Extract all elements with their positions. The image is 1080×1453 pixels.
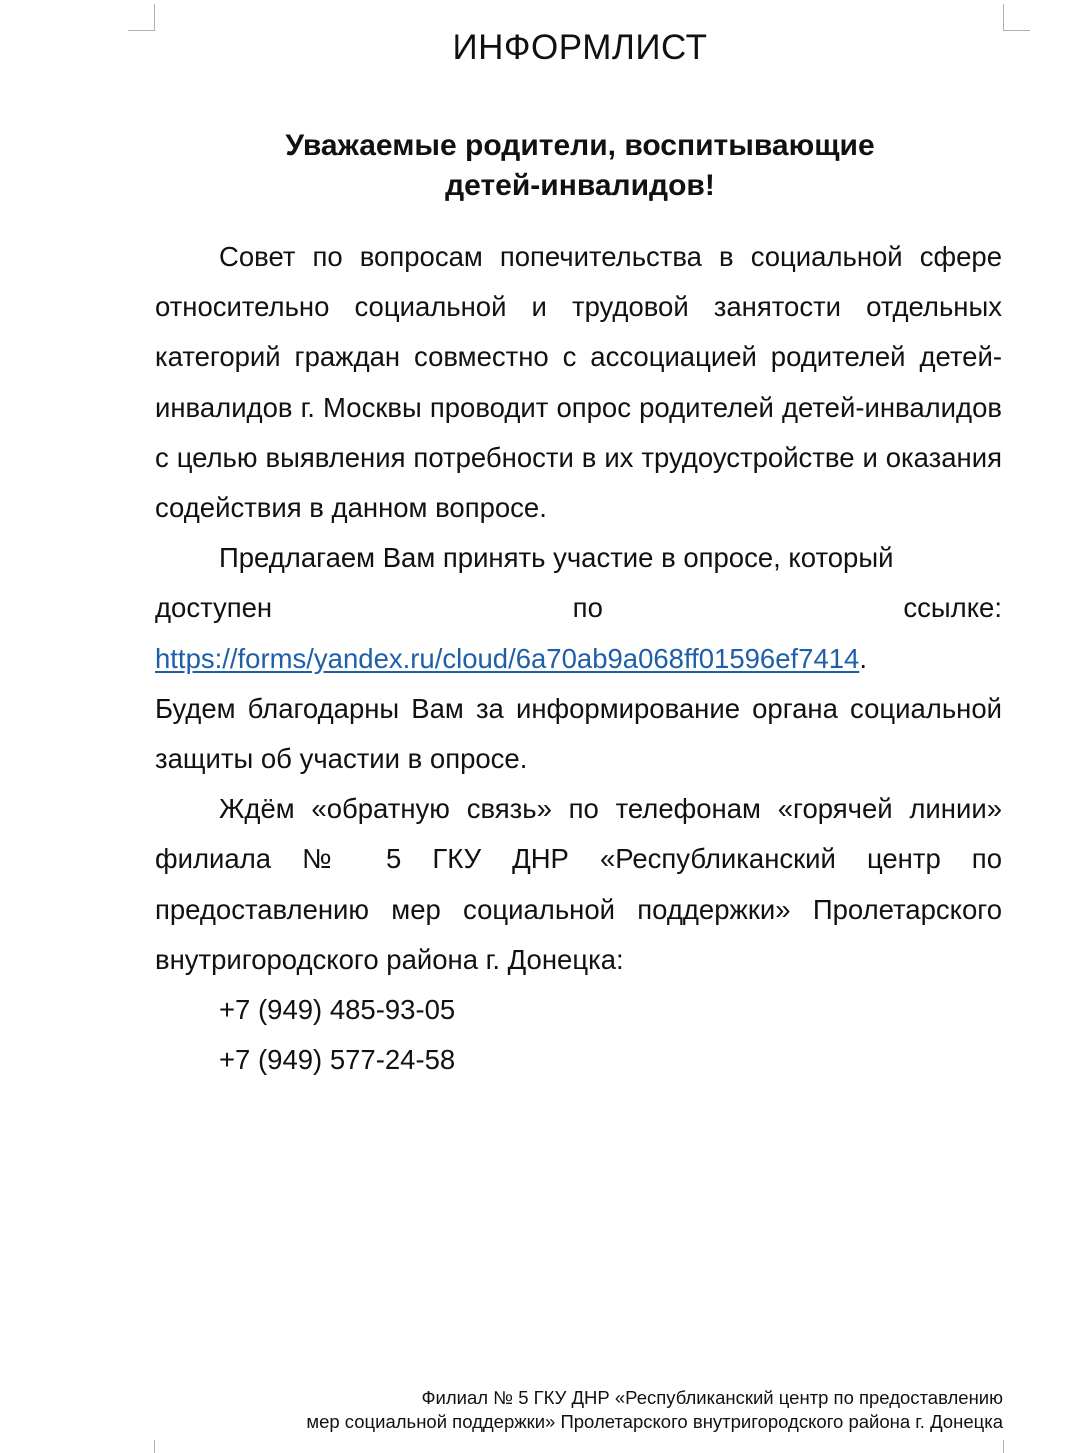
paragraph-gratitude: Будем благодарны Вам за информирование органа социальной защиты об участии в опросе. [155,692,1002,775]
paragraph-invitation-line-2 [155,583,1002,633]
crop-mark-top-right [1003,4,1030,31]
heading-line-2: детей-инвалидов! [445,169,715,202]
document-title: ИНФОРМЛИСТ [452,28,708,67]
phone-number-1: +7 (949) 485-93-05 [219,994,456,1026]
paragraph-survey-info: Совет по вопросам попечительства в социальной сфере относительно социальной и трудовой занятости отдельных категорий граждан совместно с ассоциацией родителей детей-инвалидов г. Москвы проводит опрос родителей детей-инвалидов с целью выявления потребности в их трудоустройстве и оказания содействия в данном вопросе. [155,241,1002,524]
survey-link-line [155,634,1002,684]
footer-line-2: мер социальной поддержки» Пролетарского внутригородского района г. Донецка [306,1411,1003,1432]
invitation-word-by: по [572,592,603,624]
crop-mark-bottom-left [128,1440,155,1453]
crop-mark-top-left [128,4,155,31]
paragraph-invitation-line-1: Предлагаем Вам принять участие в опросе, который [219,542,894,574]
paragraph-hotline: Ждём «обратную связь» по телефонам «горячей линии» филиала № 5 ГКУ ДНР «Республиканский центр по предоставлению мер социальной поддержки» Пролетарского внутригородского района г. Донецка: [155,793,1002,975]
document-footer [183,1386,1003,1434]
footer-line-1: Филиал № 5 ГКУ ДНР «Республиканский центр по предоставлению [421,1387,1003,1408]
survey-link-period: . [859,642,867,674]
crop-mark-bottom-right [1003,1440,1030,1453]
phone-number-2: +7 (949) 577-24-58 [219,1044,456,1076]
document-heading [0,126,1080,206]
invitation-word-available: доступен [155,592,273,624]
invitation-word-link: ссылке: [903,592,1002,624]
survey-link[interactable]: https://forms/yandex.ru/cloud/6a70ab9a068ff01596ef7414 [155,642,860,674]
document-body [155,232,1002,1085]
heading-line-1: Уважаемые родители, воспитывающие [285,129,875,162]
